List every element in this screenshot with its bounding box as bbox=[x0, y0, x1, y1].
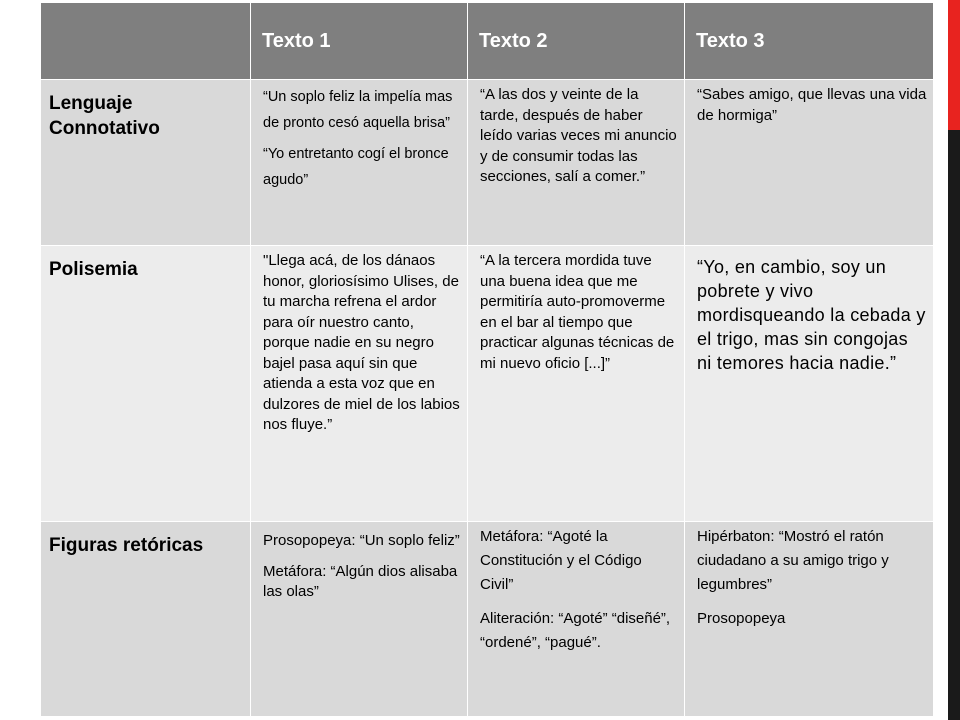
cell-paragraph: "Llega acá, de los dánaos honor, gloriosísimo Ulises, de tu marcha refrena el ardor para oír nuestro canto, porque nadie en su negro bajel pasa aquí sin que atienda a esta voz que en dulzores de miel de los labios nos fluye.” bbox=[263, 252, 460, 434]
cell-texto-3 bbox=[685, 246, 934, 522]
cell-paragraph: Metáfora: “Agoté la Constitución y el Código Civil” bbox=[480, 528, 642, 593]
cell-paragraph: “A las dos y veinte de la tarde, después de haber leído varias veces mi anuncio y de consumir todas las secciones, salí a comer.” bbox=[480, 86, 677, 186]
cell-paragraph: Prosopopeya: “Un soplo feliz” bbox=[263, 532, 460, 549]
table-row-figuras-retoricas bbox=[41, 522, 934, 717]
table-header-row bbox=[41, 3, 934, 80]
table-row-polisemia bbox=[41, 246, 934, 522]
cell-texto-3 bbox=[685, 522, 934, 717]
cell-paragraph: “Yo, en cambio, soy un pobrete y vivo mordisqueando la cebada y el trigo, mas sin congojas ni temores hacia nadie.” bbox=[697, 257, 926, 374]
cell-texto-2 bbox=[468, 522, 685, 717]
side-accent-bar bbox=[948, 0, 960, 130]
cell-paragraph: Prosopopeya bbox=[697, 610, 786, 627]
cell-paragraph: “A la tercera mordida tuve una buena idea que me permitiría auto-promoverme en el bar al tiempo que practicar algunas técnicas de mi nuevo oficio [...]” bbox=[480, 252, 675, 372]
row-label: Polisemia bbox=[41, 246, 251, 522]
header-texto-2: Texto 2 bbox=[468, 3, 685, 80]
cell-texto-2 bbox=[468, 80, 685, 246]
cell-paragraph: Hipérbaton: “Mostró el ratón ciudadano a su amigo trigo y legumbres” bbox=[697, 528, 889, 593]
cell-texto-1 bbox=[251, 246, 468, 522]
cell-texto-1 bbox=[251, 80, 468, 246]
cell-paragraph: “Sabes amigo, que llevas una vida de hormiga” bbox=[697, 86, 927, 124]
cell-paragraph: “Yo entretanto cogí el bronce agudo” bbox=[263, 146, 449, 188]
row-label: Figuras retóricas bbox=[41, 522, 251, 717]
cell-paragraph: Metáfora: “Algún dios alisaba las olas” bbox=[263, 562, 458, 601]
table-row-lenguaje-connotativo bbox=[41, 80, 934, 246]
row-label: Lenguaje Connotativo bbox=[41, 80, 251, 246]
cell-paragraph: “Un soplo feliz la impelía mas de pronto cesó aquella brisa” bbox=[263, 89, 453, 131]
comparison-table bbox=[40, 2, 934, 717]
cell-texto-1 bbox=[251, 522, 468, 717]
cell-paragraph: Aliteración: “Agoté” “diseñé”, “ordené”, “pagué”. bbox=[480, 610, 671, 651]
header-corner-cell bbox=[41, 3, 251, 80]
cell-texto-3 bbox=[685, 80, 934, 246]
header-texto-3: Texto 3 bbox=[685, 3, 934, 80]
header-texto-1: Texto 1 bbox=[251, 3, 468, 80]
cell-texto-2 bbox=[468, 246, 685, 522]
